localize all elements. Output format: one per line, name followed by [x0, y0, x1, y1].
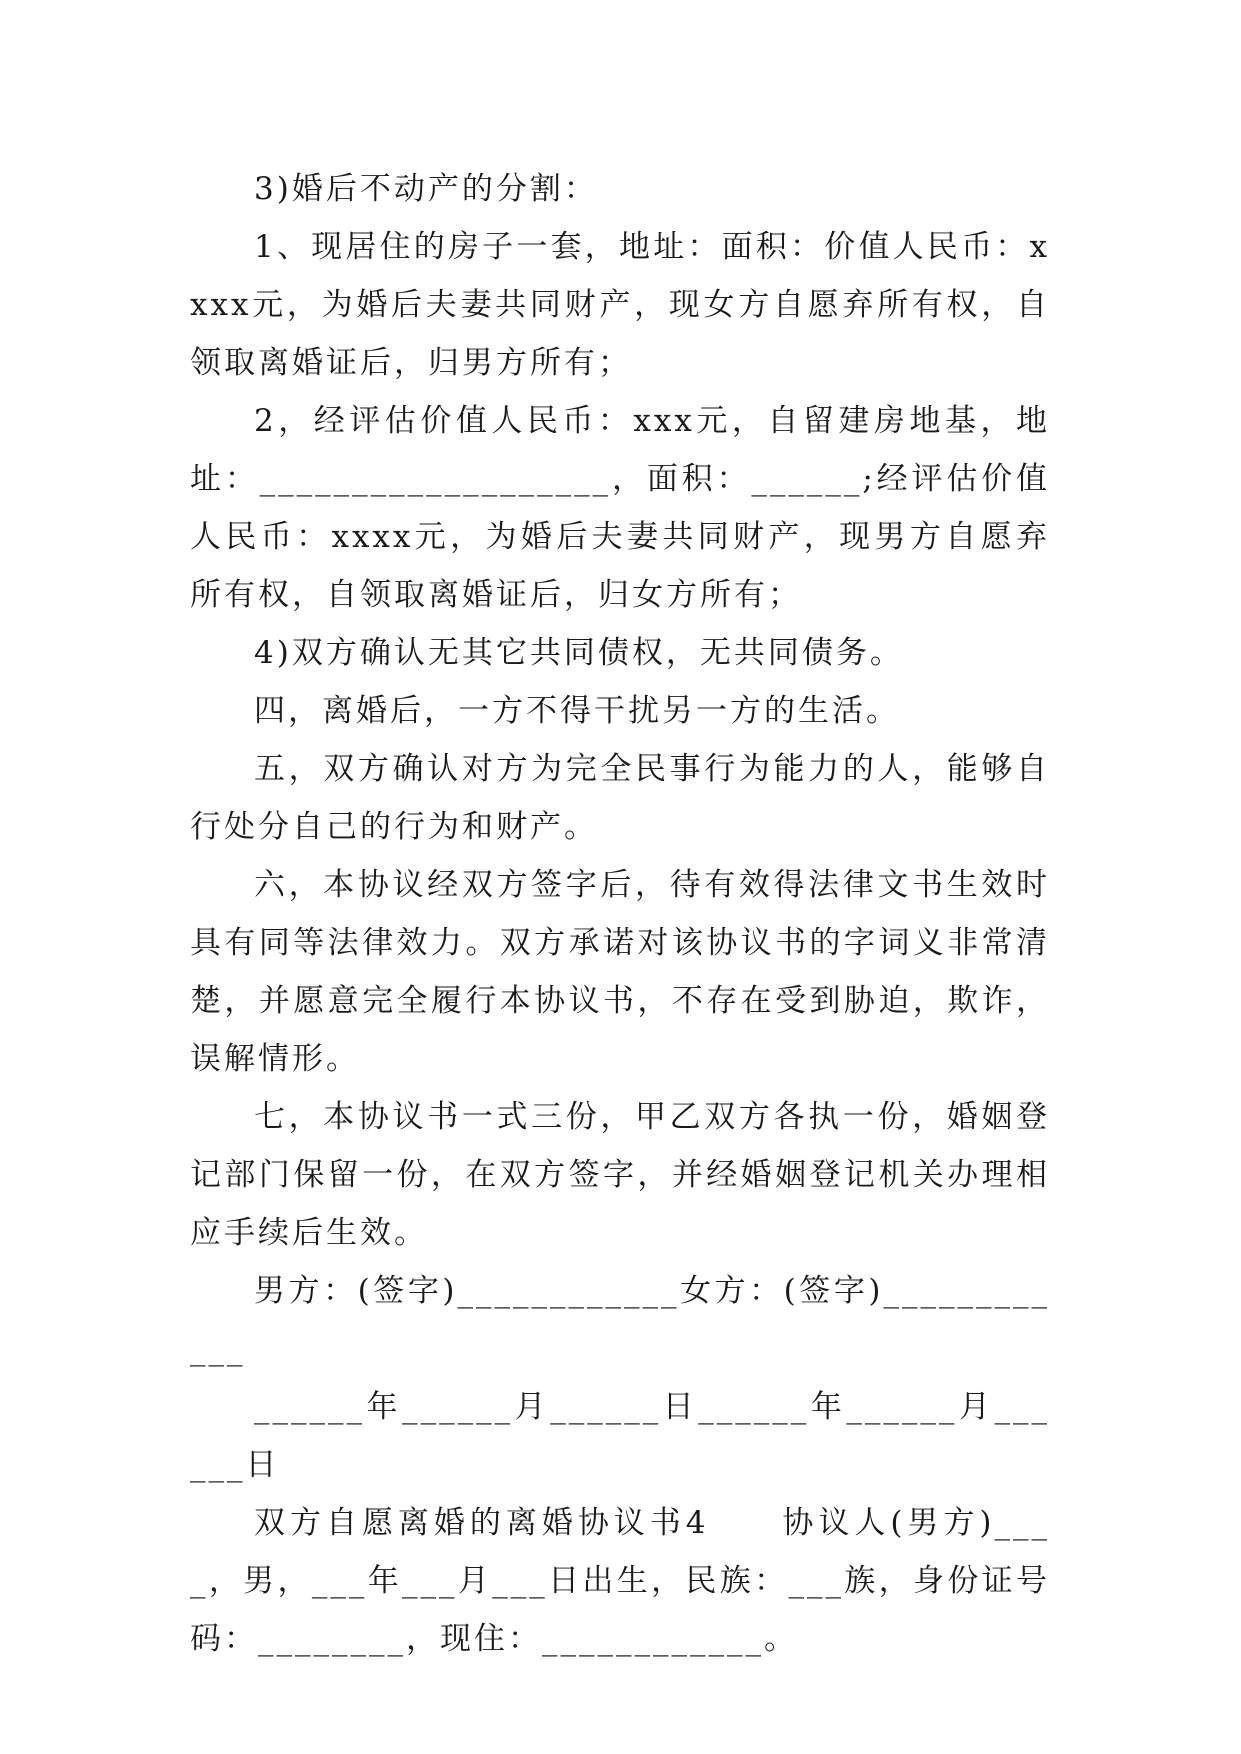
signature-line: 男方：(签字)____________女方：(签字)____________: [190, 1273, 1050, 1367]
document-body: [190, 160, 1050, 1668]
date-line: ______年______月______日______年______月______日: [190, 1389, 1050, 1483]
paragraph-clause-six: 六，本协议经双方签字后，待有效得法律文书生效时具有同等法律效力。双方承诺对该协议书的字词义非常清楚，并愿意完全履行本协议书，不存在受到胁迫，欺诈，误解情形。: [190, 867, 1050, 1077]
paragraph-clause-seven: 七，本协议书一式三份，甲乙双方各执一份，婚姻登记部门保留一份，在双方签字，并经婚姻登记机关办理相应手续后生效。: [190, 1099, 1050, 1251]
paragraph-clause-five: 五，双方确认对方为完全民事行为能力的人，能够自行处分自己的行为和财产。: [190, 751, 1050, 845]
paragraph-debt-clause: 4)双方确认无其它共同债权，无共同债务。: [254, 635, 904, 671]
paragraph-real-estate-heading: 3)婚后不动产的分割：: [254, 171, 598, 207]
paragraph-clause-four: 四，离婚后，一方不得干扰另一方的生活。: [254, 693, 900, 729]
paragraph-land-clause: 2，经评估价值人民币：xxx元，自留建房地基，地址：___________________，面积：______;经评估价值人民币：xxxx元，为婚后夫妻共同财产，现男方自愿弃所有权，自领取离婚证后，归女方所有；: [190, 403, 1050, 613]
paragraph-house-clause: 1、现居住的房子一套，地址：面积：价值人民币：xxxx元，为婚后夫妻共同财产，现女方自愿弃所有权，自领取离婚证后，归男方所有；: [190, 229, 1050, 381]
paragraph-agreement-four-intro: 双方自愿离婚的离婚协议书4 协议人(男方)____，男，___年___月___日出生，民族：___族，身份证号码：________，现住：____________。: [190, 1505, 1050, 1657]
